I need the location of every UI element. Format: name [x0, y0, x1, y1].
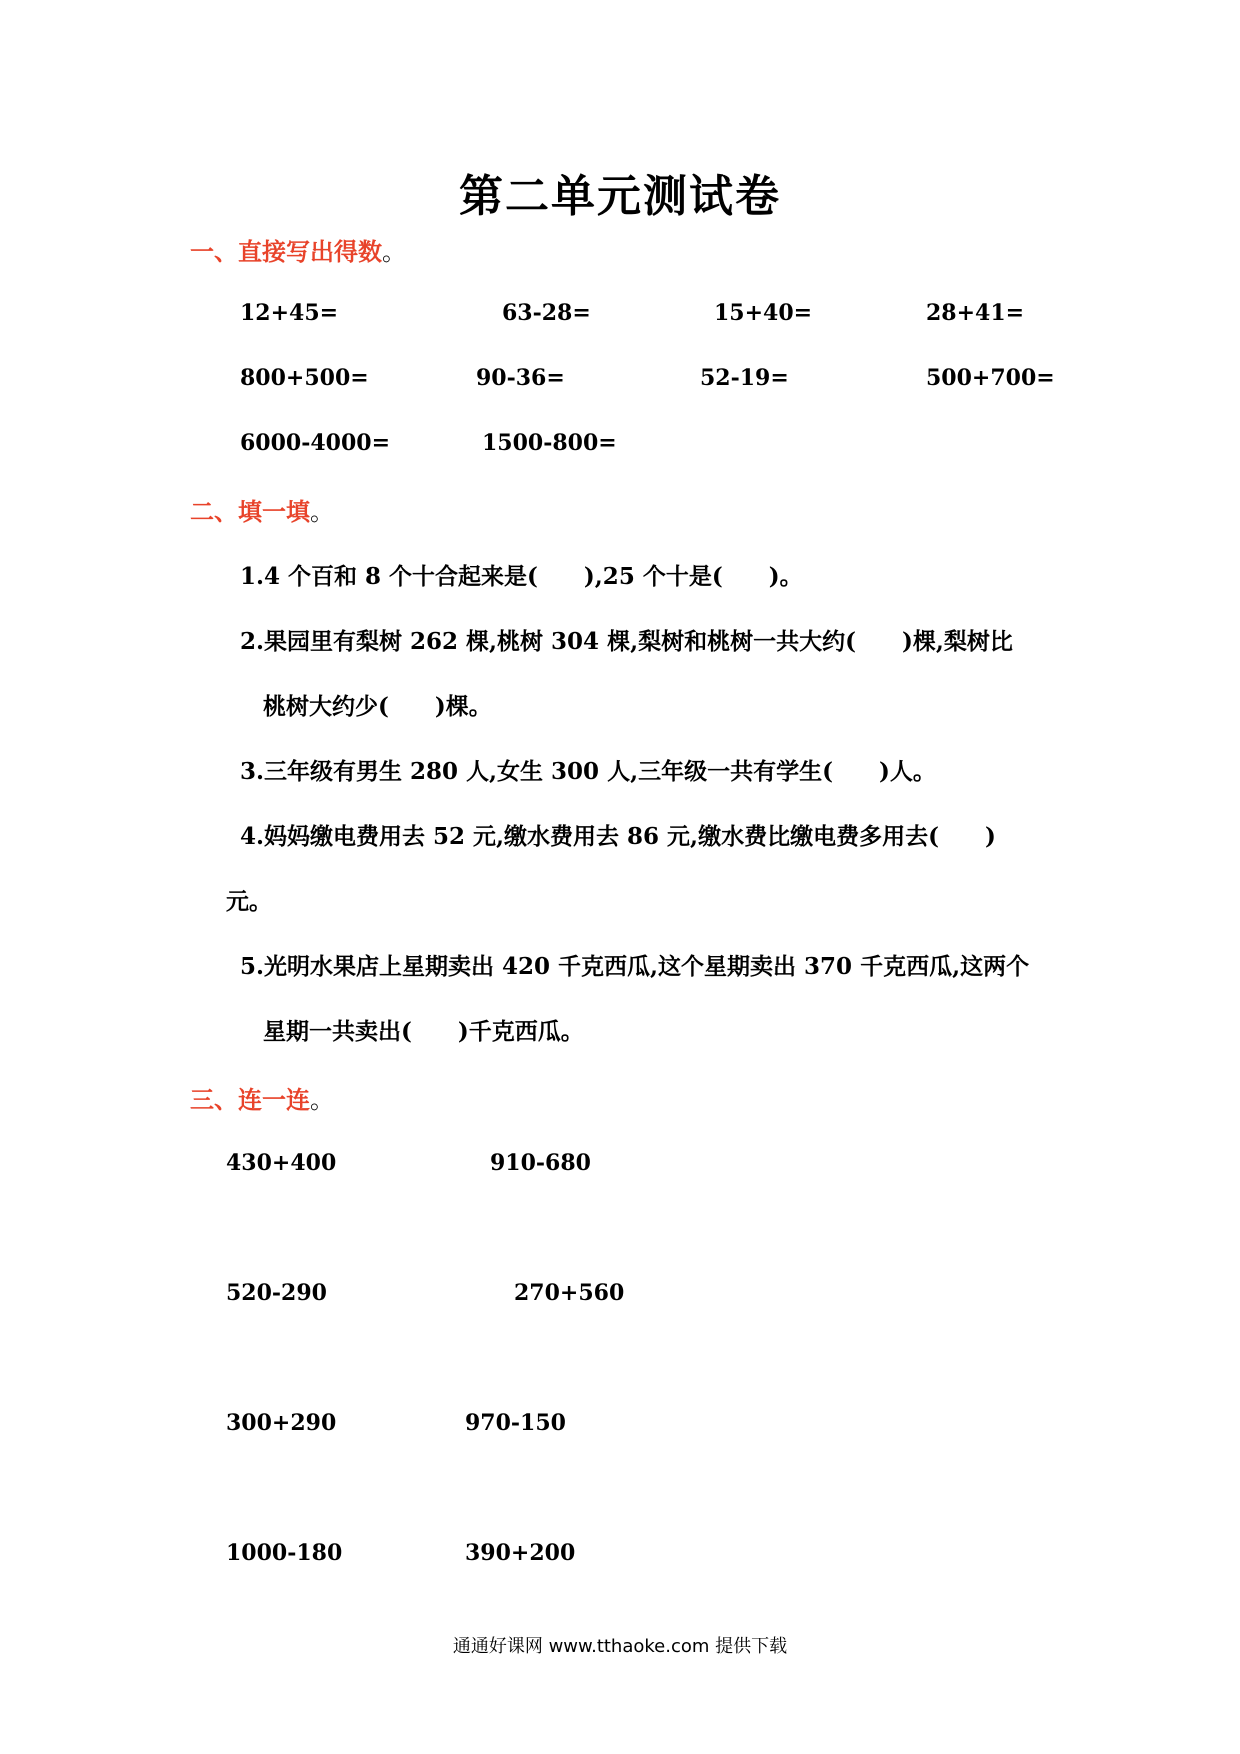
- section-2-title: 填一填: [238, 497, 310, 526]
- section-3-period: 。: [310, 1086, 334, 1114]
- match-left-item: 430+400: [226, 1150, 337, 1176]
- equation: 1500-800=: [482, 430, 617, 456]
- equation: 500+700=: [926, 365, 1055, 391]
- match-right-item: 970-150: [465, 1410, 566, 1436]
- question-line: 2.果园里有梨树 262 棵,桃树 304 棵,梨树和桃树一共大约( )棵,梨树比: [240, 628, 1013, 655]
- section-2-heading: [190, 492, 334, 527]
- match-right-item: 910-680: [490, 1150, 591, 1176]
- equation: 28+41=: [926, 300, 1025, 326]
- question-line: 3.三年级有男生 280 人,女生 300 人,三年级一共有学生( )人。: [240, 758, 936, 785]
- equation: 52-19=: [700, 365, 789, 391]
- question-line: 1.4 个百和 8 个十合起来是( ),25 个十是( )。: [240, 563, 803, 590]
- section-3-number: 三、: [190, 1085, 238, 1114]
- section-1-title: 直接写出得数: [238, 237, 382, 266]
- question-line: 桃树大约少( )棵。: [263, 693, 492, 720]
- match-left-item: 300+290: [226, 1410, 337, 1436]
- section-3-heading: [190, 1080, 334, 1115]
- equation: 90-36=: [476, 365, 565, 391]
- question-line: 星期一共卖出( )千克西瓜。: [263, 1018, 584, 1045]
- equation: 12+45=: [240, 300, 339, 326]
- section-2-period: 。: [310, 498, 334, 526]
- equation: 6000-4000=: [240, 430, 391, 456]
- equation: 800+500=: [240, 365, 369, 391]
- page-title: 第二单元测试卷: [459, 171, 781, 222]
- equation: 15+40=: [714, 300, 813, 326]
- question-line: 元。: [226, 888, 272, 915]
- footer-credit: 通通好课网 www.tthaoke.com 提供下载: [452, 1636, 788, 1657]
- equation: 63-28=: [502, 300, 591, 326]
- section-1-period: 。: [382, 238, 406, 266]
- section-3-title: 连一连: [238, 1085, 310, 1114]
- match-left-item: 1000-180: [226, 1540, 343, 1566]
- section-1-heading: [190, 232, 406, 267]
- question-line: 5.光明水果店上星期卖出 420 千克西瓜,这个星期卖出 370 千克西瓜,这两个: [240, 953, 1030, 980]
- question-line: 4.妈妈缴电费用去 52 元,缴水费用去 86 元,缴水费比缴电费多用去( ): [240, 823, 996, 850]
- section-2-number: 二、: [190, 497, 238, 526]
- match-right-item: 390+200: [465, 1540, 576, 1566]
- match-right-item: 270+560: [514, 1280, 625, 1306]
- match-left-item: 520-290: [226, 1280, 327, 1306]
- section-1-number: 一、: [190, 237, 238, 266]
